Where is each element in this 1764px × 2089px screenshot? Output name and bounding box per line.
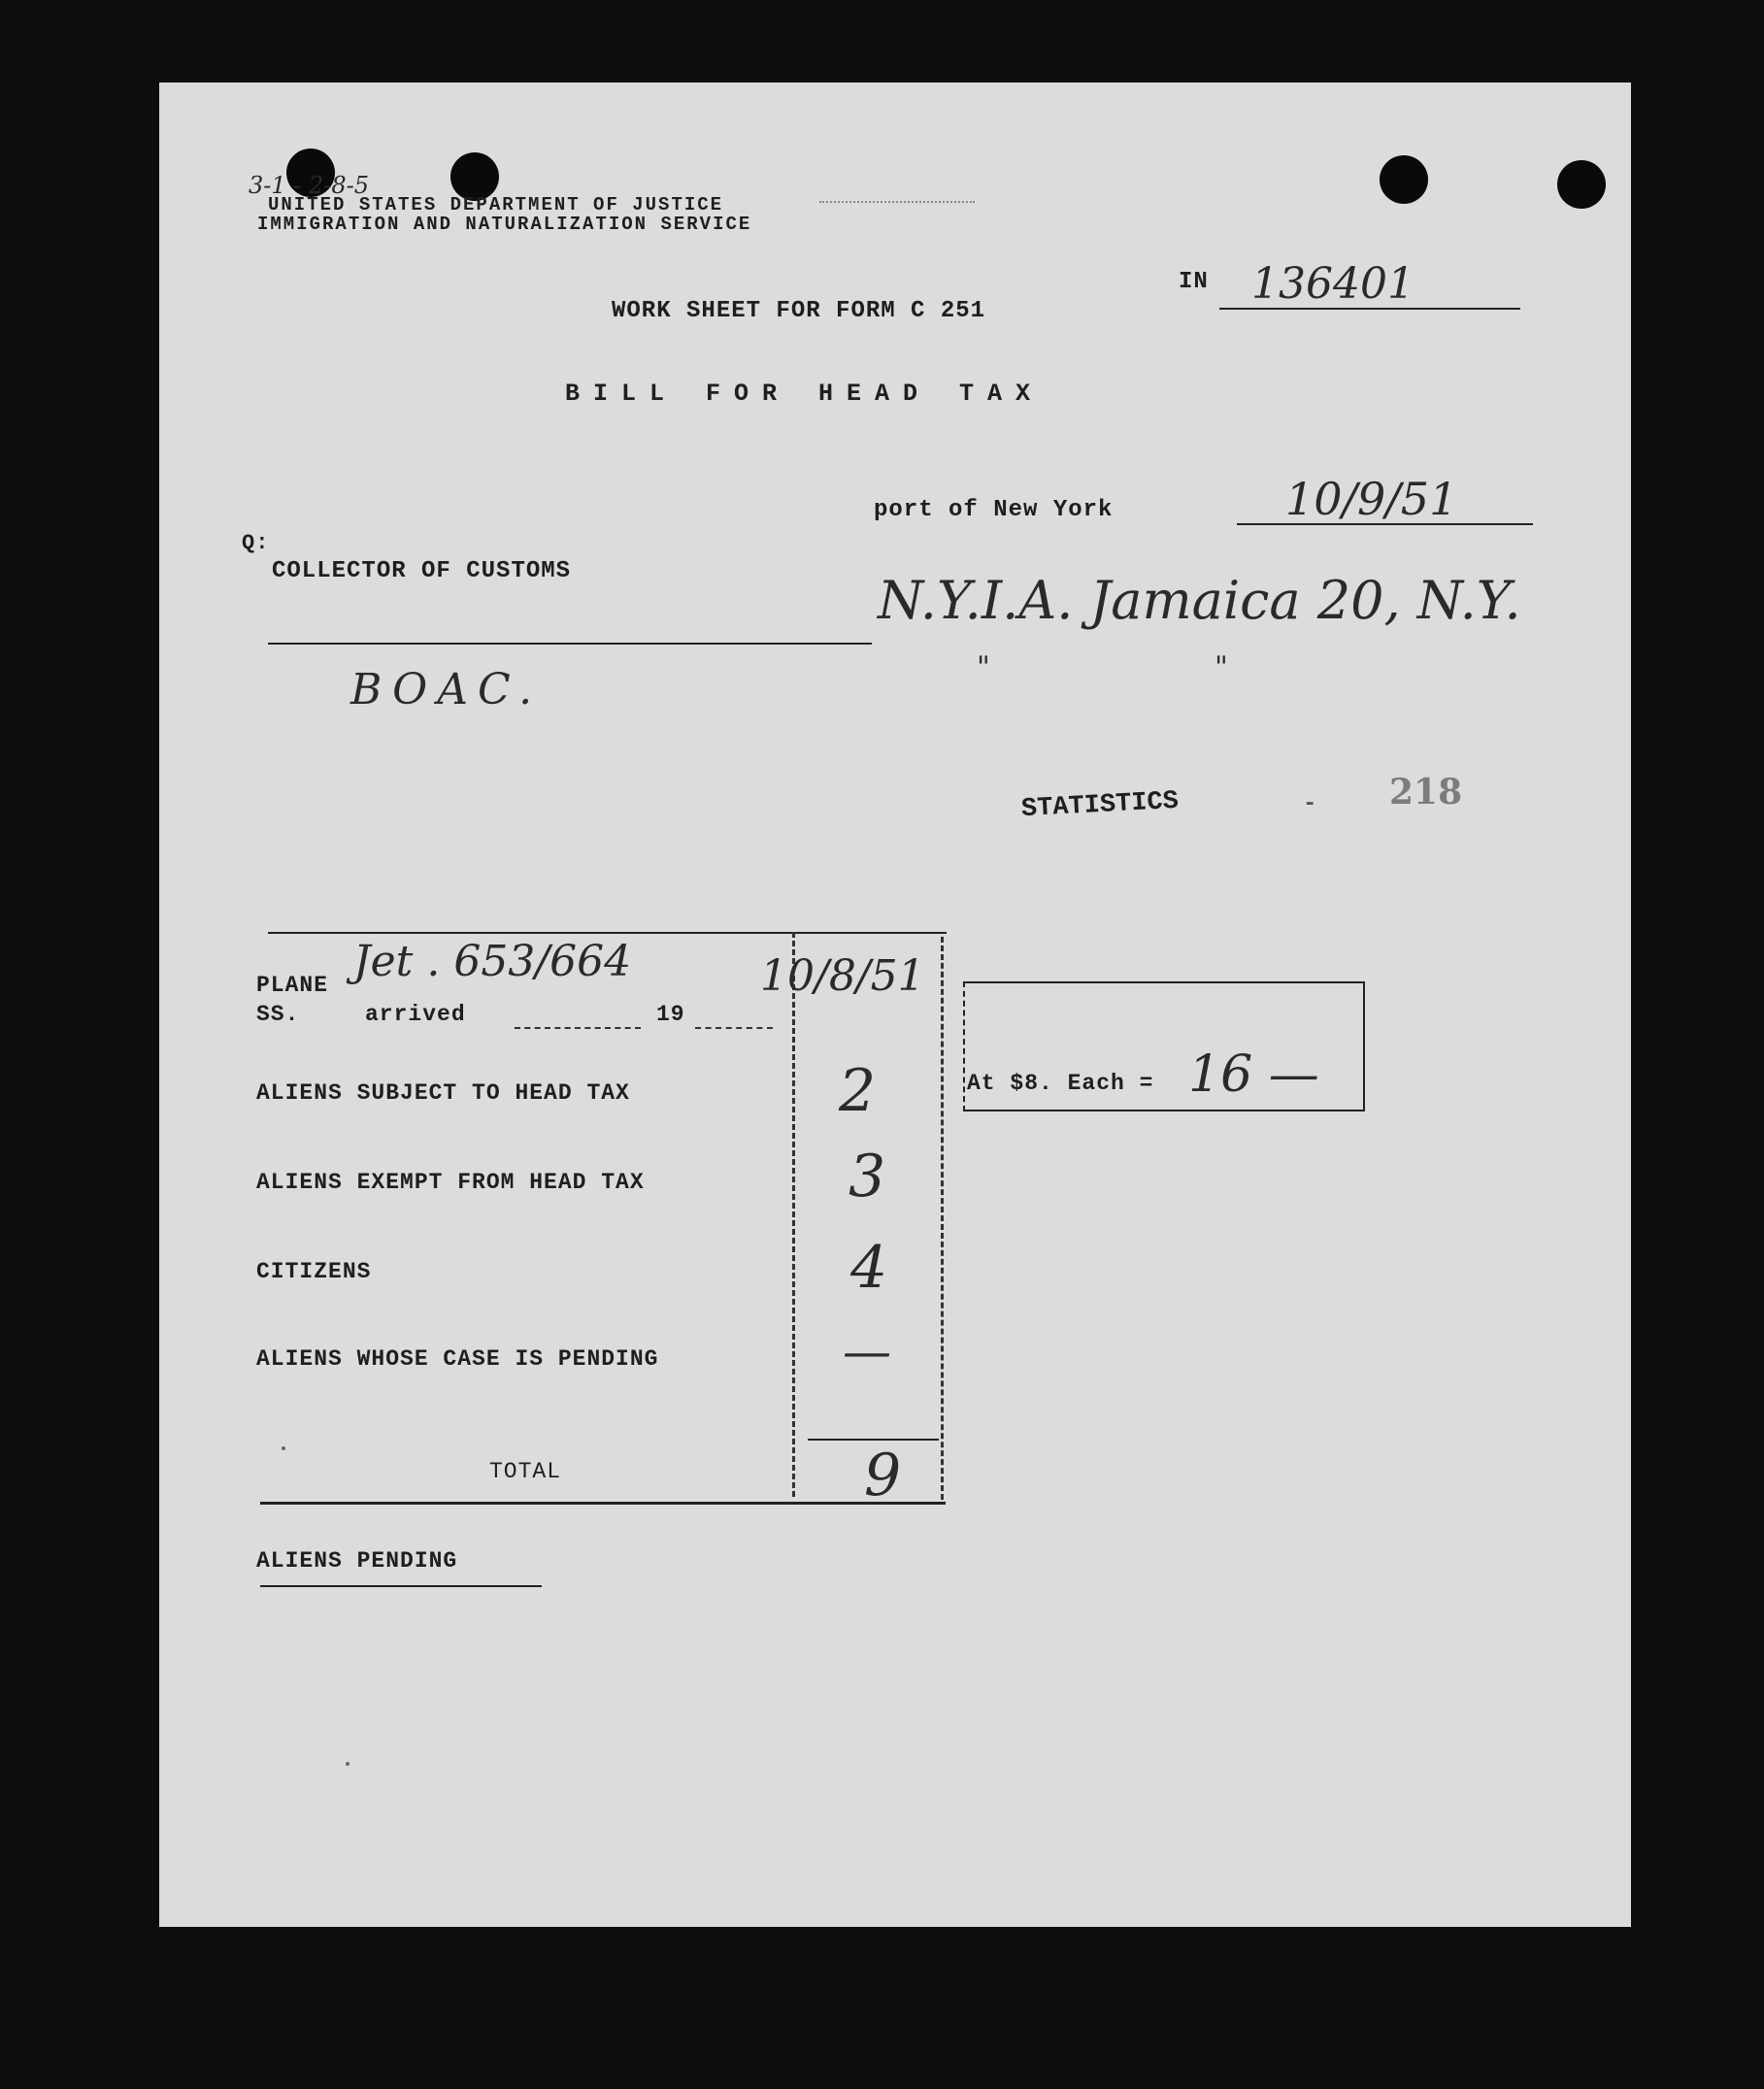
agency-line-2: IMMIGRATION AND NATURALIZATION SERVICE [257,214,752,235]
aliens-pending-underline [260,1585,542,1587]
collector-location: N.Y.I.A. Jamaica 20, N.Y. [878,570,1521,631]
port-date-underline [1237,523,1533,525]
ss-label: SS. [256,1002,300,1027]
total-label: TOTAL [489,1459,562,1484]
file-reference: 3-1 - 2-8-5 [249,172,370,199]
arrived-blank [515,1027,641,1029]
year-prefix: 19 [656,1002,685,1027]
total-value: 9 [864,1442,902,1509]
port-label: port of New York [874,497,1114,523]
paper-speck [282,1446,285,1450]
ditto-mark-right: " [1215,650,1228,684]
table-bottom-line [260,1502,946,1505]
plane-label: PLANE [256,973,329,998]
aliens-pending-label: ALIENS PENDING [256,1548,458,1574]
row-label-pending: ALIENS WHOSE CASE IS PENDING [256,1346,659,1372]
ditto-mark-left: " [977,650,990,684]
to-label: Q: [242,531,270,555]
statistics-label: STATISTICS [1020,786,1180,825]
agency-line-1: UNITED STATES DEPARTMENT OF JUSTICE [268,194,724,216]
in-number-value: 136401 [1251,259,1415,309]
form-subtitle: BILL FOR HEAD TAX [565,380,1045,408]
row-value-pending: — [843,1323,891,1379]
punch-hole-right-1 [1380,155,1428,204]
row-value-citizens: 4 [850,1234,888,1302]
year-blank [695,1027,773,1029]
collector-label: COLLECTOR OF CUSTOMS [272,558,572,584]
header-smudge [819,201,975,203]
flight-number: Jet . 653/664 [353,937,632,986]
punch-hole-right-2 [1557,160,1606,209]
table-right-line [941,937,944,1500]
collector-underline [268,643,872,645]
port-date: 10/9/51 [1285,473,1458,525]
statistics-value: 218 [1389,772,1463,812]
document-page [159,83,1631,1927]
row-value-exempt: 3 [849,1143,886,1210]
carrier-name: BOAC. [350,665,543,714]
arrived-label: arrived [365,1002,466,1027]
arrival-date: 10/8/51 [760,951,925,1001]
paper-speck [346,1762,349,1766]
rate-text: At $8. Each = [967,1071,1154,1096]
statistics-dash: - [1303,791,1318,817]
in-number-underline [1219,308,1520,310]
form-title: WORK SHEET FOR FORM C 251 [612,298,986,324]
row-label-exempt: ALIENS EXEMPT FROM HEAD TAX [256,1170,645,1195]
row-label-subject: ALIENS SUBJECT TO HEAD TAX [256,1080,630,1106]
table-top-line [268,932,947,934]
table-divider-line [792,932,795,1497]
row-label-citizens: CITIZENS [256,1259,372,1284]
row-value-subject: 2 [839,1057,877,1125]
rate-amount: 16 — [1188,1045,1319,1104]
in-label: IN [1179,269,1209,295]
total-separator-line [808,1439,939,1441]
